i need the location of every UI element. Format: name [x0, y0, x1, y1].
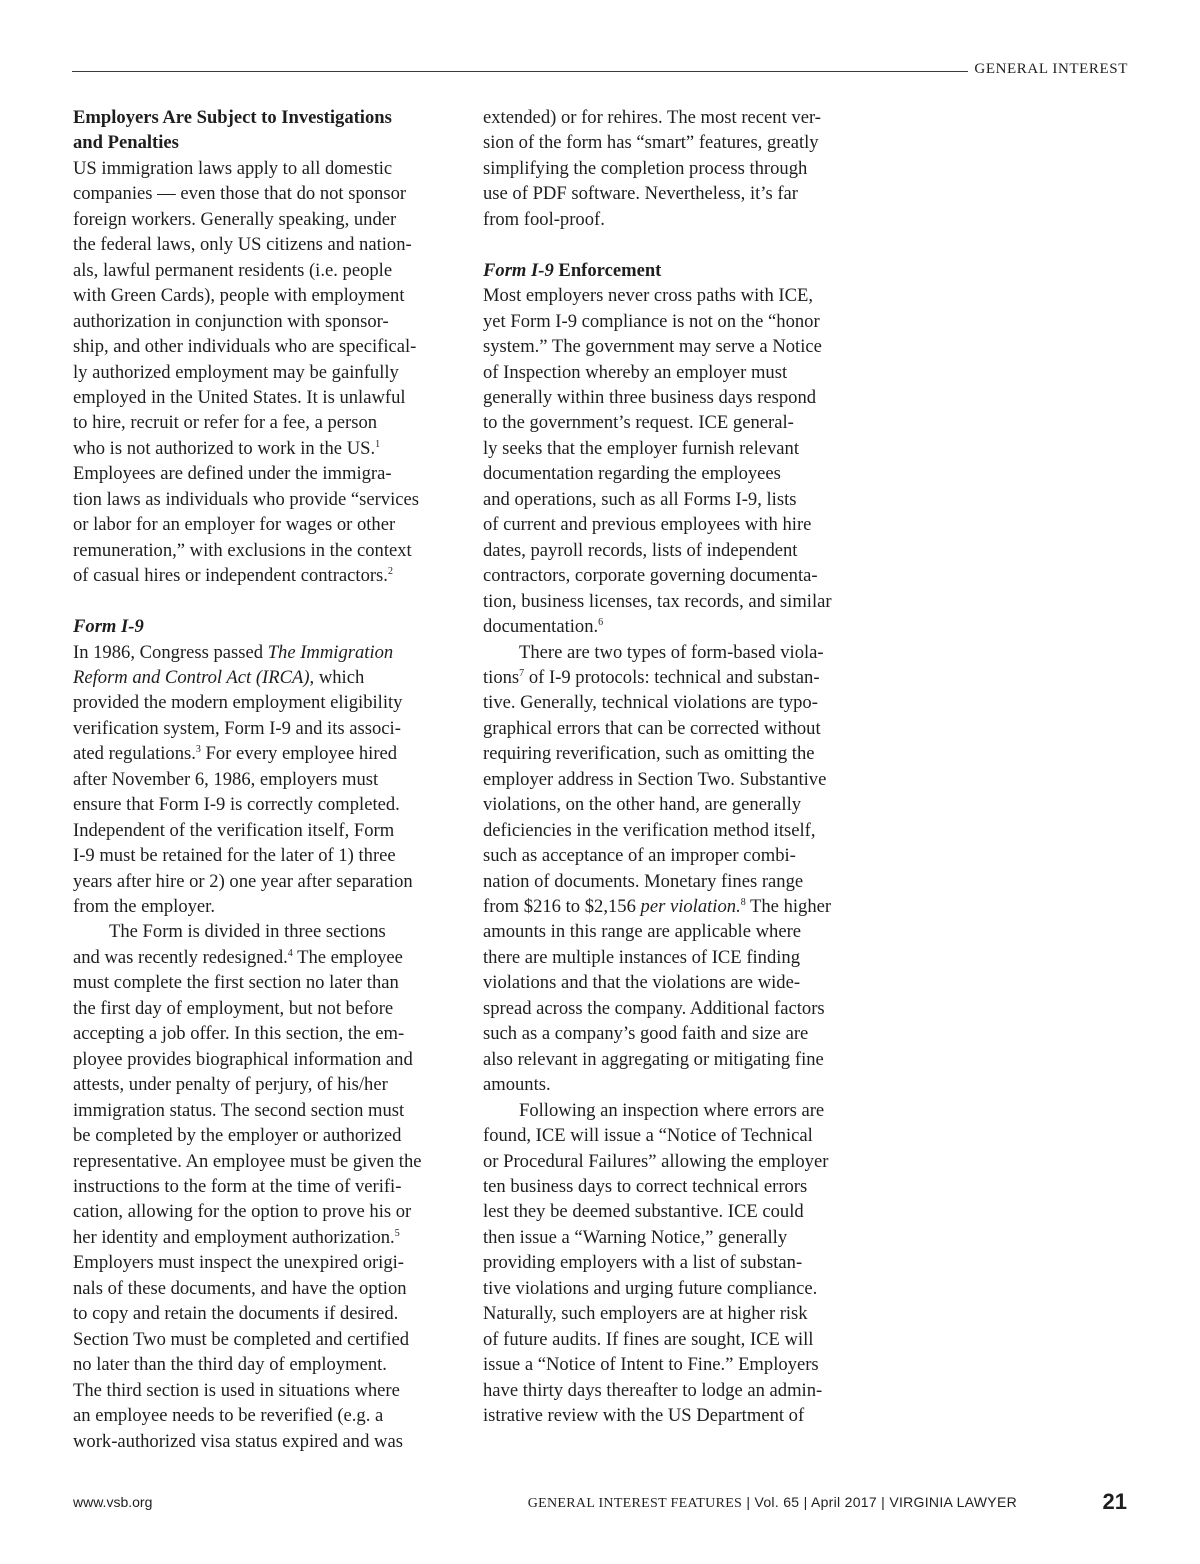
- text-line: verification system, Form I-9 and its associ-: [73, 717, 401, 739]
- text-span: ated regulations.: [73, 743, 196, 765]
- heading-enforcement-form: Form I-9: [483, 259, 554, 281]
- heading-investigations: Employers Are Subject to Investigations: [73, 107, 392, 128]
- text-line: [73, 436, 451, 461]
- text-span: , which: [309, 666, 365, 688]
- footer-separator: |: [876, 1494, 890, 1510]
- text-line: of current and previous employees with hire: [483, 514, 812, 536]
- text-line: istrative review with the US Department of: [483, 1405, 805, 1427]
- act-title: The Immigration: [267, 641, 394, 663]
- text-line: [483, 614, 861, 639]
- text-span: The employee: [292, 946, 403, 968]
- text-line: yet Form I-9 compliance is not on the “honor: [483, 310, 820, 332]
- heading-enforcement-word: Enforcement: [553, 259, 662, 281]
- text-line: found, ICE will issue a “Notice of Technical: [483, 1125, 813, 1147]
- footer-date: April 2017: [810, 1494, 877, 1510]
- text-line: [73, 945, 451, 970]
- text-line: Naturally, such employers are at higher risk: [483, 1303, 808, 1325]
- footer-magazine: VIRGINIA LAWYER: [889, 1494, 1017, 1510]
- text-line: ensure that Form I-9 is correctly completed.: [73, 794, 400, 816]
- footnote-ref-5: 5: [394, 1227, 400, 1239]
- text-line: amounts.: [483, 1074, 551, 1096]
- act-title-cont: Reform and Control Act (IRCA): [73, 666, 310, 688]
- text-line: dates, payroll records, lists of independent: [483, 539, 798, 561]
- text-line: of Inspection whereby an employer must: [483, 361, 788, 383]
- footnote-ref-7: 7: [519, 667, 525, 679]
- text-line: nals of these documents, and have the option: [73, 1277, 407, 1299]
- heading-investigations-cont: and Penalties: [73, 132, 179, 154]
- text-line: extended) or for rehires. The most recent ver-: [483, 107, 821, 128]
- text-span: of I-9 protocols: technical and substan-: [524, 666, 820, 688]
- text-line: employed in the United States. It is unlawful: [73, 386, 406, 408]
- text-line: violations, on the other hand, are generally: [483, 794, 802, 816]
- text-line: Independent of the verification itself, Form: [73, 819, 395, 841]
- text-line: of future audits. If fines are sought, ICE will: [483, 1328, 814, 1350]
- footnote-ref-2: 2: [387, 566, 393, 578]
- text-line: providing employers with a list of substan-: [483, 1252, 803, 1274]
- text-line: [73, 665, 451, 690]
- text-span: who is not authorized to work in the US.: [73, 437, 376, 459]
- text-line: I-9 must be retained for the later of 1) three: [73, 845, 396, 867]
- text-line: [73, 640, 451, 665]
- text-line: ly seeks that the employer furnish relevant: [483, 437, 799, 459]
- footer-volume: Vol. 65: [754, 1494, 800, 1510]
- text-line: [73, 1225, 451, 1250]
- text-line: or labor for an employer for wages or other: [73, 514, 396, 536]
- text-line: there are multiple instances of ICE finding: [483, 946, 801, 968]
- text-line: instructions to the form at the time of verifi-: [73, 1176, 402, 1198]
- text-line: ship, and other individuals who are specifical-: [73, 336, 417, 358]
- text-span: For every employee hired: [200, 743, 398, 765]
- text-line: remuneration,” with exclusions in the context: [73, 539, 412, 561]
- text-line: or Procedural Failures” allowing the employer: [483, 1150, 829, 1172]
- text-line: [73, 563, 451, 588]
- text-line: from fool-proof.: [483, 208, 605, 230]
- text-line: system.” The government may serve a Notice: [483, 336, 822, 358]
- text-line: provided the modern employment eligibility: [73, 692, 403, 714]
- text-line: tion laws as individuals who provide “services: [73, 488, 419, 510]
- text-line: to hire, recruit or refer for a fee, a person: [73, 412, 378, 434]
- text-line: ly authorized employment may be gainfully: [73, 361, 399, 383]
- text-line: tive violations and urging future compliance.: [483, 1277, 818, 1299]
- footnote-ref-3: 3: [195, 744, 201, 756]
- footer-separator: |: [742, 1494, 755, 1510]
- text-line: immigration status. The second section must: [73, 1099, 405, 1121]
- text-line: be completed by the employer or authorized: [73, 1125, 402, 1147]
- text-line: work-authorized visa status expired and was: [73, 1430, 403, 1452]
- text-line: the first day of employment, but not before: [73, 997, 394, 1019]
- text-span: from $216 to $2,156: [483, 896, 641, 918]
- text-line: accepting a job offer. In this section, the em-: [73, 1023, 405, 1045]
- text-line: use of PDF software. Nevertheless, it’s far: [483, 183, 798, 205]
- text-line: requiring reverification, such as omitting the: [483, 743, 815, 765]
- text-span: documentation.: [483, 616, 599, 638]
- text-line: tion, business licenses, tax records, and similar: [483, 590, 832, 612]
- text-span: of casual hires or independent contractors.: [73, 565, 388, 587]
- text-line: documentation regarding the employees: [483, 463, 781, 485]
- text-span: her identity and employment authorization.: [73, 1226, 395, 1248]
- text-line: to the government’s request. ICE general-: [483, 412, 794, 434]
- text-line: nation of documents. Monetary fines range: [483, 870, 804, 892]
- text-line: graphical errors that can be corrected without: [483, 717, 821, 739]
- text-span: The higher: [745, 896, 832, 918]
- text-line: representative. An employee must be given the: [73, 1150, 422, 1172]
- emphasis-per-violation: per violation.: [640, 896, 741, 918]
- text-line: Employers must inspect the unexpired origi-: [73, 1252, 405, 1274]
- text-line: such as a company’s good faith and size are: [483, 1023, 809, 1045]
- text-line: [483, 665, 861, 690]
- footnote-ref-6: 6: [598, 617, 604, 629]
- text-line: US immigration laws apply to all domestic: [73, 157, 393, 179]
- text-line: Section Two must be completed and certified: [73, 1328, 410, 1350]
- text-line: issue a “Notice of Intent to Fine.” Employers: [483, 1354, 819, 1376]
- text-line: tive. Generally, technical violations are typo-: [483, 692, 818, 714]
- text-line: no later than the third day of employment.: [73, 1354, 387, 1376]
- text-line: amounts in this range are applicable where: [483, 921, 802, 943]
- footer-url: www.vsb.org: [73, 1494, 153, 1510]
- text-line: contractors, corporate governing documenta-: [483, 565, 818, 587]
- text-line: Following an inspection where errors are: [519, 1099, 825, 1121]
- text-line: [73, 741, 451, 766]
- text-line: from the employer.: [73, 896, 215, 918]
- text-line: The Form is divided in three sections: [109, 921, 386, 943]
- section-label: GENERAL INTEREST: [974, 61, 1128, 77]
- footer-publication: [528, 1494, 1017, 1512]
- text-line: cation, allowing for the option to prove his or: [73, 1201, 412, 1223]
- text-line: There are two types of form-based viola-: [519, 641, 824, 663]
- text-line: and operations, such as all Forms I-9, lists: [483, 488, 797, 510]
- text-line: years after hire or 2) one year after separation: [73, 870, 413, 892]
- text-line: with Green Cards), people with employment: [73, 285, 405, 307]
- text-line: ten business days to correct technical errors: [483, 1176, 808, 1198]
- text-line: have thirty days thereafter to lodge an admin-: [483, 1379, 823, 1401]
- text-span: In 1986, Congress passed: [73, 641, 268, 663]
- header-rule: [72, 71, 968, 72]
- text-line: sion of the form has “smart” features, greatly: [483, 132, 819, 154]
- right-column: [483, 105, 861, 1429]
- heading-enforcement: [483, 258, 861, 283]
- text-line: Employees are defined under the immigra-: [73, 463, 392, 485]
- text-line: employer address in Section Two. Substantive: [483, 768, 827, 790]
- text-line: foreign workers. Generally speaking, under: [73, 208, 397, 230]
- footnote-ref-4: 4: [287, 947, 293, 959]
- text-line: [483, 894, 861, 919]
- text-line: such as acceptance of an improper combi-: [483, 845, 796, 867]
- text-line: then issue a “Warning Notice,” generally: [483, 1226, 788, 1248]
- text-line: Most employers never cross paths with ICE,: [483, 285, 813, 307]
- text-line: after November 6, 1986, employers must: [73, 768, 379, 790]
- text-line: deficiencies in the verification method itself,: [483, 819, 816, 841]
- footer-features: GENERAL INTEREST FEATURES: [527, 1496, 743, 1511]
- text-line: als, lawful permanent residents (i.e. people: [73, 259, 393, 281]
- text-line: lest they be deemed substantive. ICE could: [483, 1201, 804, 1223]
- text-line: the federal laws, only US citizens and nation-: [73, 234, 412, 256]
- text-line: generally within three business days respond: [483, 386, 817, 408]
- footnote-ref-1: 1: [375, 438, 381, 450]
- text-line: companies — even those that do not sponsor: [73, 183, 407, 205]
- text-line: spread across the company. Additional factors: [483, 997, 825, 1019]
- text-line: attests, under penalty of perjury, of his/her: [73, 1074, 388, 1096]
- footer-separator: |: [799, 1494, 811, 1510]
- text-span: and was recently redesigned.: [73, 946, 288, 968]
- left-column: [73, 105, 451, 1454]
- page-number: 21: [1102, 1489, 1127, 1514]
- text-span: tions: [483, 666, 520, 688]
- text-line: to copy and retain the documents if desired.: [73, 1303, 399, 1325]
- heading-form-i9: Form I-9: [73, 616, 144, 638]
- text-line: violations and that the violations are wide-: [483, 972, 801, 994]
- text-line: The third section is used in situations where: [73, 1379, 400, 1401]
- text-line: also relevant in aggregating or mitigating fine: [483, 1048, 824, 1070]
- text-line: simplifying the completion process through: [483, 157, 808, 179]
- text-line: must complete the first section no later than: [73, 972, 399, 994]
- footnote-ref-8: 8: [740, 897, 746, 909]
- text-line: authorization in conjunction with sponsor-: [73, 310, 389, 332]
- text-line: ployee provides biographical information and: [73, 1048, 413, 1070]
- text-line: an employee needs to be reverified (e.g. a: [73, 1405, 384, 1427]
